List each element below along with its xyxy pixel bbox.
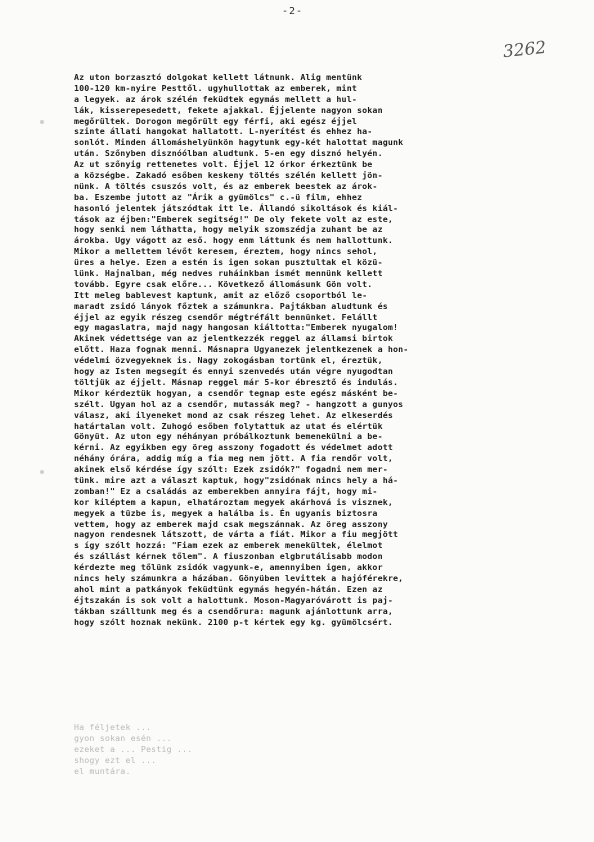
text-line: tákban szálltunk meg és a csendőrura: magunk ajánlottunk arra, <box>74 605 393 616</box>
text-line: hogy senki nem láthatta, hogy melyik szomszédja zuhant be az <box>74 224 383 235</box>
text-line: Itt meleg bablevest kaptunk, amit az előző csoportból le- <box>74 289 368 300</box>
text-line: a községbe. Zakadó esőben keskeny töltés szélén kellett jön- <box>74 170 383 181</box>
text-line: lünk. Hajnalban, még nedves ruháinkban ismét mennünk kellett <box>74 268 383 279</box>
text-line: válasz, aki ilyeneket mond az csak részeg lehet. Az elkeserdés <box>74 409 393 420</box>
faded-line: ezeket a ... Pestig ... <box>74 743 193 754</box>
text-line: hogy az Isten megsegít és ennyi szenvedés után végre nyugodtan <box>74 366 393 377</box>
typewritten-body <box>74 72 579 638</box>
text-line: nagyon rendesnek látszott, de várta a fiát. Mikor a fiu megjött <box>74 529 399 540</box>
faded-bleedthrough-text <box>74 722 579 776</box>
faded-line: Ha féljetek ... <box>74 722 152 732</box>
text-line: tovább. Egyre csak előre... Következő állomásunk Gön volt. <box>74 278 373 289</box>
punch-hole-mark <box>40 120 44 124</box>
text-line: lák, kisserepesedett, fekete ajakkal. Éjjelente nagyon sokan <box>74 104 383 115</box>
text-line: előtt. Haza fognak menni. Másnapra Ugyanezek jelentkezenek a hon- <box>74 344 409 355</box>
text-line: 100-120 km-nyire Pesttől. ugyhullottak az emberek, mint <box>74 82 357 93</box>
faded-line: gyon sokan esén ... <box>74 732 172 743</box>
text-line: nincs hely számunkra a házában. Gönyüben levittek a hajóférekre, <box>74 572 404 583</box>
text-line: árokba. Ugy vágott az eső. hogy enm láttunk és nem hallottunk. <box>74 235 393 246</box>
text-line: megőrültek. Dorogon megőrült egy férfi, aki egész éjjel <box>74 115 357 126</box>
text-line: szélt. Ugyan hol az a csendőr, mutassák meg? - hangzott a gunyos <box>74 398 404 409</box>
text-line: szinte állati hangokat hallatott. L-nyerítést és ehhez ha- <box>74 126 373 137</box>
text-line: vettem, hogy az emberek majd csak megszánnak. Az öreg asszony <box>74 518 388 529</box>
text-line: Akinek védettsége van az jelentkezzék reggel az államsi birtok <box>74 333 393 344</box>
text-line: tünk. mire azt a választ kaptuk, hogy"zsidónak nincs hely a há- <box>74 474 399 485</box>
handwritten-annotation: 3262 <box>502 37 548 63</box>
text-line: Mikor kérdeztük hogyan, a csendőr tegnap este egész másként be- <box>74 387 399 398</box>
text-line: ba. Eszembe jutott az "Árik a gyümölcs" c.-ü film, ehhez <box>74 191 363 202</box>
text-line: üres a helye. Ezen a estén is igen sokan pusztultak el közü- <box>74 257 383 268</box>
text-line: Mikor a mellettem lévőt keresem, éreztem, hogy nincs sehol, <box>74 246 378 257</box>
text-line: Az ut szőnyig rettenetes volt. Éjjel 12 órkor érkeztünk be <box>74 159 373 170</box>
text-line: éjtszakán is sok volt a halottunk. Moson-Magyaróvárott is paj- <box>74 594 393 605</box>
text-line: védelmi özvegyeknek is. Nagy zokogásban tortünk el, éreztük, <box>74 355 383 366</box>
text-line: a legyek. az árok szélén feküdtek egymás mellett a hul- <box>74 93 357 104</box>
page-number: -2- <box>282 6 304 17</box>
faded-line: shogy ezt el ... <box>74 754 162 765</box>
text-line: egy magaslatra, majd nagy hangosan kiáltotta:"Emberek nyugalom! <box>74 322 399 333</box>
punch-hole-mark <box>40 470 44 474</box>
text-line: kérdezte meg tőlünk zsidók vagyunk-e, amennyiben igen, akkor <box>74 562 383 573</box>
text-line <box>74 627 579 638</box>
text-line: Az uton borzasztó dolgokat kellett látnunk. Alig mentünk <box>74 72 363 82</box>
text-line: töltjük az éjjelt. Másnap reggel már 5-kor ébresztő és indulás. <box>74 376 399 387</box>
text-line: hasonló jelentek játszódtak itt le. Állandó sikoltások és kiál- <box>74 202 399 213</box>
text-line: Gönyüt. Az uton egy néhányan próbálkoztunk bemenekülni a be- <box>74 431 383 442</box>
text-line: maradt zsidó lányok főztek a számunkra. Pajtákban aludtunk és <box>74 300 388 311</box>
text-line: és szállást kérnek tőlem". A fiuszonban elgbrutálisabb modon <box>74 551 383 562</box>
text-line: nünk. A töltés csuszós volt, és az emberek beestek az árok- <box>74 180 378 191</box>
text-line: kérni. Az egyikben egy öreg asszony fogadott és védelmet adott <box>74 442 393 453</box>
text-line: éjjel az egyik részeg csendőr mégtréfált bennünket. Felállt <box>74 311 378 322</box>
text-line: kor kiléptem a kapun, elhatároztam megyek akárhová is visznek, <box>74 496 393 507</box>
text-line: határtalan volt. Zuhogó esőben folytattuk az utat és elértük <box>74 420 383 431</box>
text-line: néhány órára, addig míg a fia meg nem jött. A fia rendőr volt, <box>74 453 393 464</box>
faded-line: el muntára. <box>74 765 131 776</box>
text-line: s így szólt hozzá: "Fiam ezek az emberek menekültek, élelmot <box>74 540 383 551</box>
text-line: sonlót. Minden állomáshelyünkön hagytunk egy-két halottat magunk <box>74 137 404 148</box>
text-line: után. Szőnyben disznóólban aludtunk. 5-en egy disznó helyén. <box>74 148 383 159</box>
text-line: hogy szólt hoznak nekünk. 2100 p-t kértek egy kg. gyümölcsért. <box>74 616 393 627</box>
text-line: ahol mint a patkányok feküdtünk egymás hegyén-hátán. Ezen az <box>74 583 383 594</box>
text-line: zomban!" Ez a családás az emberekben annyira fájt, hogy mi- <box>74 485 378 496</box>
text-line: akinek első kérdése így szólt: Ezek zsidók?" fogadni nem mer- <box>74 464 388 475</box>
text-line: tások az éjben:"Emberek segitség!" De oly fekete volt az este, <box>74 213 393 224</box>
text-line: megyek a tüzbe is, megyek a halálba is. Én ugyanis biztosra <box>74 507 378 518</box>
